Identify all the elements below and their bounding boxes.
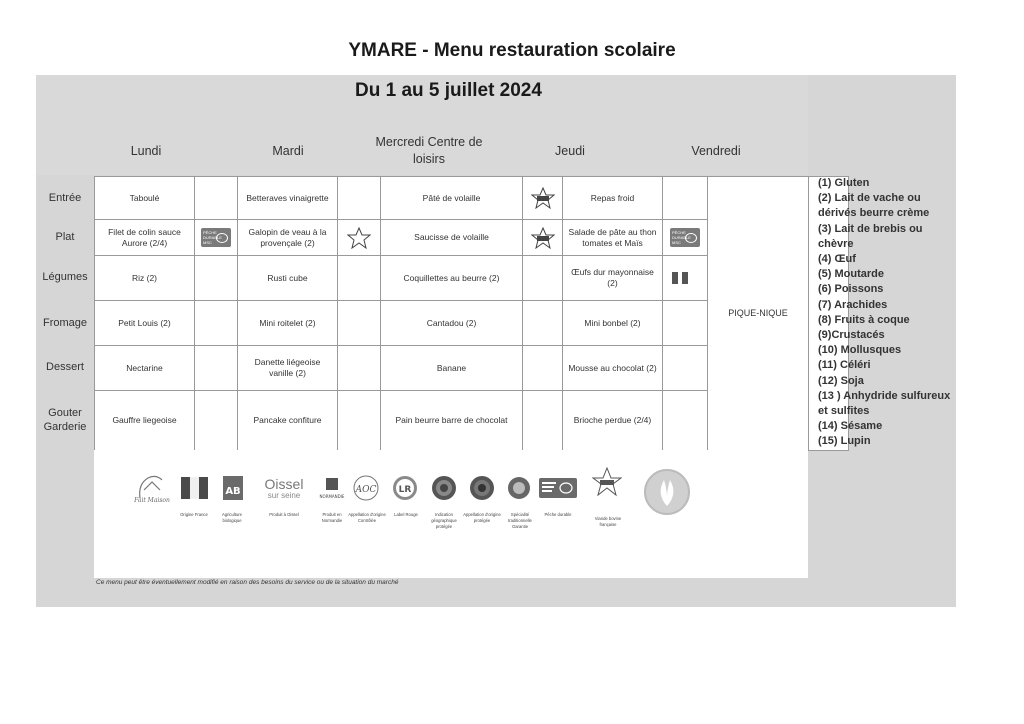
cell-mercredi-plat: Saucisse de volaille (381, 220, 523, 256)
cell-lundi-plat-logo (195, 220, 238, 256)
label-rouge-logo (391, 474, 419, 502)
allergen-item: (6) Poissons (818, 283, 884, 296)
cell-mardi-legumes: Rusti cube (238, 256, 338, 301)
row-header-gouter: Gouter Garderie (43, 407, 87, 433)
cell-lundi-legumes-logo (195, 256, 238, 301)
cell-jeudi-gouter: Brioche perdue (2/4) (563, 391, 663, 451)
cell-mercredi-plat-logo (523, 220, 563, 256)
svg-text:AB: AB (225, 486, 241, 497)
viande-bovine-francaise-icon (531, 227, 555, 249)
allergen-item: (7) Arachides (818, 298, 888, 311)
aoc-logo (352, 474, 380, 502)
cell-mercredi-entree: Pâté de volaille (381, 177, 523, 220)
viande-bovine-francaise-icon (347, 227, 371, 249)
cell-lundi-fromage-logo (195, 301, 238, 346)
cell-jeudi-legumes: Œufs dur mayonnaise (2) (563, 256, 663, 301)
cell-mardi-dessert: Danette liégeoise vanille (2) (238, 346, 338, 391)
row-header-entree: Entrée (48, 192, 82, 204)
oissel-logo: Oissel sur seine (264, 475, 304, 500)
cell-mercredi-dessert-logo (523, 346, 563, 391)
agriculture-biologique-logo (222, 474, 244, 502)
cell-jeudi-entree: Repas froid (563, 177, 663, 220)
allergen-item: (10) Mollusques (818, 344, 902, 357)
row-header-fromage: Fromage (42, 317, 88, 329)
cell-mercredi-legumes: Coquillettes au beurre (2) (381, 256, 523, 301)
logo-labels (134, 512, 754, 556)
cell-mardi-fromage: Mini roitelet (2) (238, 301, 338, 346)
cell-jeudi-plat-logo (663, 220, 708, 256)
label-legend (94, 450, 808, 578)
cell-lundi-legumes: Riz (2) (95, 256, 195, 301)
logo-row (134, 466, 694, 510)
logo-label: Appellation d'origine Contrôlée (348, 512, 386, 523)
cell-mercredi-fromage-logo (523, 301, 563, 346)
cell-mardi-entree-logo (338, 177, 381, 220)
cell-vendredi-pique-nique: PIQUE-NIQUE (708, 177, 809, 451)
viande-bovine-francaise-icon (531, 187, 555, 209)
allergen-item: (2) Lait de vache ou dérivés beurre crème (818, 192, 930, 220)
allergen-item: (4) Œuf (818, 253, 856, 266)
cell-mercredi-gouter: Pain beurre barre de chocolat (381, 391, 523, 451)
day-header-jeudi: Jeudi (555, 144, 585, 158)
day-header-mercredi: Mercredi Centre de loisirs (375, 135, 483, 166)
cell-lundi-dessert: Nectarine (95, 346, 195, 391)
logo-label: Produit à Oissel (269, 512, 299, 517)
document-title: YMARE - Menu restauration scolaire (348, 40, 676, 61)
table-row (95, 177, 849, 220)
logo-label: Appellation d'origine protégée (463, 512, 501, 523)
cell-lundi-plat: Filet de colin sauce Aurore (2/4) (95, 220, 195, 256)
allergen-item: (5) Moutarde (818, 268, 884, 281)
svg-text:AOC: AOC (355, 485, 377, 495)
cell-jeudi-fromage-logo (663, 301, 708, 346)
igp-logo (430, 474, 458, 502)
cell-jeudi-entree-logo (663, 177, 708, 220)
peche-durable-msc-logo (538, 474, 578, 502)
cell-mardi-entree: Betteraves vinaigrette (238, 177, 338, 220)
allergen-item: (11) Céléri (818, 359, 871, 372)
footer-note: Ce menu peut être éventuellement modifié en raison des besoins du service ou de la situation du marché (96, 579, 399, 586)
cell-lundi-entree-logo (195, 177, 238, 220)
origine-france-flag-icon (672, 272, 698, 284)
cell-lundi-fromage: Petit Louis (2) (95, 301, 195, 346)
peche-durable-msc-icon: PÊCHE DURABLE MSC (670, 228, 700, 247)
cell-mardi-gouter: Pancake confiture (238, 391, 338, 451)
day-header-lundi: Lundi (130, 144, 162, 158)
cell-lundi-gouter: Gauffre liegeoise (95, 391, 195, 451)
svg-text:LR: LR (398, 485, 412, 495)
produit-normandie-logo (318, 474, 346, 502)
cell-jeudi-plat: Salade de pâte au thon tomates et Maïs (563, 220, 663, 256)
cell-mercredi-fromage: Cantadou (2) (381, 301, 523, 346)
row-header-dessert: Dessert (46, 361, 84, 373)
fait-maison-logo (134, 470, 170, 506)
cell-jeudi-legumes-logo (663, 256, 708, 301)
cell-lundi-gouter-logo (195, 391, 238, 451)
day-header-mardi: Mardi (272, 144, 304, 158)
cell-mardi-dessert-logo (338, 346, 381, 391)
peche-durable-msc-icon: PÊCHE DURABLE MSC (201, 228, 231, 247)
origine-france-flag-icon (181, 474, 211, 502)
row-header-plat: Plat (55, 231, 75, 243)
allergen-list (818, 176, 954, 450)
logo-label: Indication géographique protégée (431, 512, 457, 529)
cell-mardi-gouter-logo (338, 391, 381, 451)
logo-label: Label Rouge (394, 512, 418, 517)
cell-lundi-dessert-logo (195, 346, 238, 391)
stg-logo (506, 474, 532, 502)
allergen-item: (3) Lait de brebis ou chèvre (818, 222, 923, 250)
svg-text:NORMANDIE: NORMANDIE (319, 494, 345, 499)
aop-logo (468, 474, 496, 502)
cell-jeudi-dessert-logo (663, 346, 708, 391)
row-header-legumes: Légumes (42, 271, 88, 283)
cell-mercredi-dessert: Banane (381, 346, 523, 391)
viande-bovine-francaise-logo (592, 468, 622, 496)
cell-mercredi-gouter-logo (523, 391, 563, 451)
allergen-item: (1) Gluten (818, 177, 870, 189)
cell-jeudi-dessert: Mousse au chocolat (2) (563, 346, 663, 391)
logo-label: Produit en Normandie (321, 512, 343, 523)
allergen-item: (14) Sésame (818, 420, 883, 433)
allergen-item: (9)Crustacés (818, 329, 885, 342)
cell-jeudi-gouter-logo (663, 391, 708, 451)
cell-mercredi-legumes-logo (523, 256, 563, 301)
cell-jeudi-fromage: Mini bonbel (2) (563, 301, 663, 346)
svg-text:Fait Maison: Fait Maison (134, 497, 170, 504)
logo-label: Spécialité traditionnelle Garantie (508, 512, 532, 529)
cell-mardi-legumes-logo (338, 256, 381, 301)
cell-lundi-entree: Taboulé (95, 177, 195, 220)
logo-label: Viande bovine française (594, 516, 622, 527)
logo-label: Pêche durable (544, 512, 572, 517)
menu-table (94, 176, 849, 451)
cell-mardi-fromage-logo (338, 301, 381, 346)
allergen-item: (15) Lupin (818, 435, 871, 448)
allergen-item: (12) Soja (818, 374, 864, 387)
cell-mercredi-entree-logo (523, 177, 563, 220)
week-subtitle: Du 1 au 5 juillet 2024 (355, 80, 542, 101)
logo-label: Agriculture biologique (221, 512, 242, 523)
cell-mardi-plat: Galopin de veau à la provençale (2) (238, 220, 338, 256)
logo-label: Origine France (180, 512, 208, 517)
allergen-item: (13 ) Anhydride sulfureux et sulfites (818, 389, 951, 418)
day-header-vendredi: Vendredi (691, 144, 741, 158)
cell-mardi-plat-logo (338, 220, 381, 256)
allergen-item: (8) Fruits à coque (818, 313, 910, 326)
